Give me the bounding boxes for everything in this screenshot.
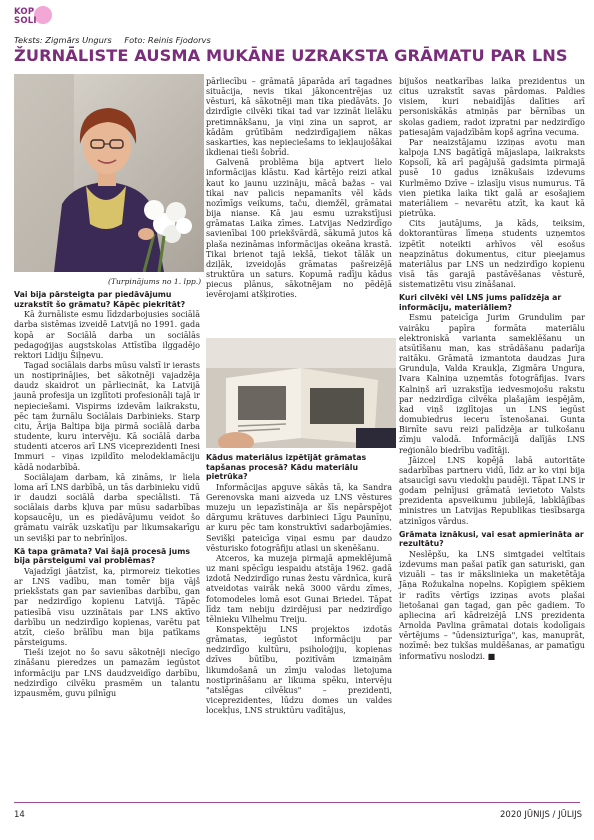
paragraph: Vajadzīgi jāatzīst, ka, pirmoreiz tiekoties ar LNS vadību, man tomēr bija vājš priekšstats gan par savienības darbību, gan par nedzirdīgo kopienu Latvijā. Tāpēc patiesībā visu uzzinātais par LNS aktīvo darbību un nedzirdīgo kopienas, varētu pat atzīt, ciešo brālību man bija patīkams pārsteigums. (14, 566, 200, 648)
page-number: 14 (14, 810, 25, 820)
footer-rule (14, 802, 580, 803)
interview-question: Kādus materiālus izpētījāt grāmatas tapšanas procesā? Kādu materiālu pietrūka? (206, 453, 367, 482)
text-column-1 (14, 287, 200, 699)
issue-date: 2020 JŪNIJS / JŪLIJS (500, 810, 582, 820)
paragraph: Esmu pateicīga Jurim Grundulim par vairāku papīra formāta materiālu elektroniskā varianta sameklēšanu un atsūtīšanu man, kas strādāšanu padarīja raitāku. Grāmatā izmantota daudzas Jura Grunduļa, Valda Kraukļa, Zigmāra Ungura, Ivara Kalniņa uzņemtās fotogrāfijas. Ivars Kalniņš arī uzrakstīja iedvesmojošu rakstu par nedzirdīga cilvēka plašajām iespējām, kad viņš izglītojas un LNS iegūst domubiedrus ieceru īstenošanai. Gunta Birnīte savu reizi palīdzēja ar tulkošanu zīmju valodā. Informācijā dalījās LNS reģionālo biedrību vadītāji. (399, 313, 585, 455)
paragraph: Sociālajam darbam, kā zināms, ir liela loma arī LNS darbībā, un tās darbinieku vidū ir daudzi sociālā darba speciālisti. Tā sociālais darbs kļuva par mūsu sadarbības kopsaucēju, un es piedāvājumu veidot šo grāmatu vairāk uzskatīju par likumsakarīgu un sevišķi par to nebrīnījos. (14, 472, 200, 543)
paragraph: bijušos neatkarības laika prezidentus un citus uzrakstīt savas pārdomas. Paldies visiem, kuri nebaidījās dalīties arī personiskākās atmiņās par bērnības un skolas gadiem, radot izpratni par nedzirdīgo patiesajām vajadzībām kopš agrīna vecuma. (399, 77, 585, 137)
book-photo-svg (206, 338, 396, 448)
photo-caption: (Turpinājums no 1. lpp.) (108, 277, 202, 286)
photo-credit: Foto: Reinis Fjodorvs (124, 35, 211, 45)
paragraph: Neslēpšu, ka LNS simtgadei veltītais izdevums man pašai patīk gan saturiski, gan vizuāli – tas ir mākslinieka un maketētāja Jāņa Rožukalna nopelns. Kopīgiem spēkiem ir radīts vērtīgs izziņas avots plašai lietošanai gan tagad, gan pēc gadiem. To apliecina arī kādreizējā LNS prezidenta Arnolda Pavlina grāmatai dotais kodolīgais vērtējums – "ūdensizturīga", kas, manuprāt, nozīmē: bez tukšas muldēšanas, ar pamatīgu informatīvu noslodzi. ■ (399, 549, 585, 661)
interview-question: Kuri cilvēki vēl LNS jums palīdzēja ar informāciju, materiāliem? (399, 293, 562, 312)
paragraph: Tagad sociālais darbs mūsu valstī ir ierasts un nostiprinājies, bet sākotnēji vajadzēja daudz skaidrot un pārliecināt, ka Latvijā jaunā profesija un izglītoti profesionāļi tajā ir nepieciešami. Vispirms izdevām laikrakstu, pēc tam žurnālu Sociālais Darbinieks. Starp citu, Ārija Baltipa bija pirmā sociālā darba studente, kuru intervēju. Kā sociālā darba studenti atceros arī LNS viceprezidenti Inesi Immuri – viņas izpildīto melodeklamāciju kādā nodarbībā. (14, 360, 200, 472)
book-photo-icon (206, 338, 396, 448)
portrait-photo-svg (14, 74, 204, 272)
paragraph: Jāizceļ LNS kopējā labā autoritāte sadarbības partneru vidū, līdz ar ko viņi bija atsaucīgi savu viedokļu paudēji. Tāpat LNS ir godam pelnījusi grāmatā ievietoto Valsts prezidenta apsveikumu jubilejā, labklājības ministres un Latvijas Republikas tiesībsarga atzinīgos vārdus. (399, 455, 585, 526)
text-column-3 (399, 77, 585, 662)
paragraph: Kā žurnāliste esmu līdzdarbojusies sociālā darba sistēmas izveidē Latvijā no 1991. gada kopā ar Sociālā darba un sociālās pedagoģijas augstskolas Attīstība ilggadējo rektori Lidiju Šiļņevu. (14, 310, 200, 360)
interview-question: Kā tapa grāmata? Vai šajā procesā jums bija pārsteigumi vai problēmas? (14, 546, 190, 566)
article-headline: ŽURNĀLISTE AUSMA MUKĀNE UZRAKSTA GRĀMATU PAR LNS (14, 46, 568, 65)
interview-question: Vai bija pārsteigta par piedāvājumu uzrakstīt šo grāmatu? Kāpēc piekritāt? (14, 290, 186, 309)
paragraph: pārliecību – grāmatā jāparāda arī tagadnes situācija, nevis tikai jākoncentrējas uz vēsturi, kā sākotnēji man tika piedāvāts. Jo dzirdīgie cilvēki tikai tad var izzināt lielāku pretimnākšanu, ja viņi zina un saprot, ar kādām grūtībām nedzirdīgajiem nākas saskarties, kas nepieciešams to iekļaujošākai ikdienai tieši šobrīd. (206, 77, 392, 158)
magazine-logo (10, 6, 54, 28)
author-credit: Teksts: Zigmārs Ungurs (14, 35, 112, 45)
portrait-photo-icon (14, 74, 204, 272)
paragraph: Atceros, ka muzeja pirmajā apmeklējumā uz mani spēcīgu iespaidu atstāja 1962. gadā izdotā Nedzirdīgo runas žestu vārdnīca, kurā atveidotas vairāk nekā 3000 vārdu zīmes, fotomodeles lomā esot Gunai Briedei. Tāpat līdz tam nebiju dzirdējusi par nedzirdīgo tēlnieku Vilhelmu Treiju. (206, 553, 392, 624)
interview-question: Grāmata iznākusi, vai esat apmierināta ar rezultātu? (399, 529, 584, 549)
paragraph: Par neaizstājamu izziņas avotu man kalpoja LNS bagātīgā mājaslapa, laikraksts Kopsolī, kā arī pagājušā gadsimta pirmajā pusē 10 gadus iznākušais izdevums Kurlmēmo Dzīve – izlasīju visus numurus. Tā vien pietika laika tikt galā ar esošajiem materiāliem – nevarētu atzīt, ka kaut kā pietrūka. (399, 137, 585, 219)
logo-text: KOP SOLI (14, 7, 37, 26)
paragraph: Cits jautājums, ja kāds, teiksim, doktorantūras līmeņa students uzņemtos izpētīt noteikti arhīvos vēl esošus neapzinātus dokumentus, citur pieejamus materiālus par LNS un nedzirdīgo kopienu visā tās garajā pastāvēšanas vēsturē, sistematizētu visu zināšanai. (399, 219, 585, 290)
text-column-2 (206, 77, 392, 300)
text-column-2-lower (206, 450, 392, 716)
article-credits (14, 35, 211, 45)
paragraph: Konspektēju LNS projektos izdotās grāmatas, iegūstot informāciju par nedzirdīgo kultūru, psiholoģiju, kopienas dzīves būtību, pozitīvām izmaiņām likumdošanā un zīmju valodas lietojuma nostiprināšanu ar likuma spēku, intervēju "atslēgas cilvēkus" – prezidenti, viceprezidentes, lūdzu domes un valdes locekļus, LNS struktūru vadītājus, (206, 624, 392, 716)
paragraph: Informācijas apguve sākās tā, ka Sandra Gerenovska mani aizveda uz LNS vēstures muzeju un iepazīstināja ar šīs nepārspējot dārgumu krātuves darbinieci Līgu Paunīņu, ar kuru pēc tam konstruktīvi sadarbojāmies. Sevišķi pateicīga viņai esmu par daudzo vēsturisko fotogrāfiju atlasi un skenēšanu. (206, 482, 392, 553)
paragraph: Tieši izejot no šo savu sākotnēji niecīgo zināšanu pieredzes un pamazām iegūstot informāciju par LNS daudzveidīgo darbību, nedzirdīgo cilvēku prasmēm un talantu izpausmēm, guvu pilnīgu (14, 648, 200, 698)
paragraph: Galvenā problēma bija aptvert lielo informācijas klāstu. Kad kārtējo reizi atkal kaut ko jaunu uzzināju, mācā bažas – vai tikai nav palicis nepamanīts vēl kāds nozīmīgs veikums, taču, diemžēl, grāmatai bija nianse. Kā jau esmu uzrakstījusi grāmatas Laika zīmes. Latvijas Nedzirdīgo savienībai 100 priekšvārdā, sākumā jutos kā plaša nezināmas informācijas okeāna krastā. Tikai brienot tajā iekšā, tiekot tālāk un dziļāk, izveidojās grāmatas pašreizējā struktūra un saturs. Kopumā radīju kādus piecus plānus, sākotnējam no pēdējā ievērojami atšķiroties. (206, 158, 392, 300)
